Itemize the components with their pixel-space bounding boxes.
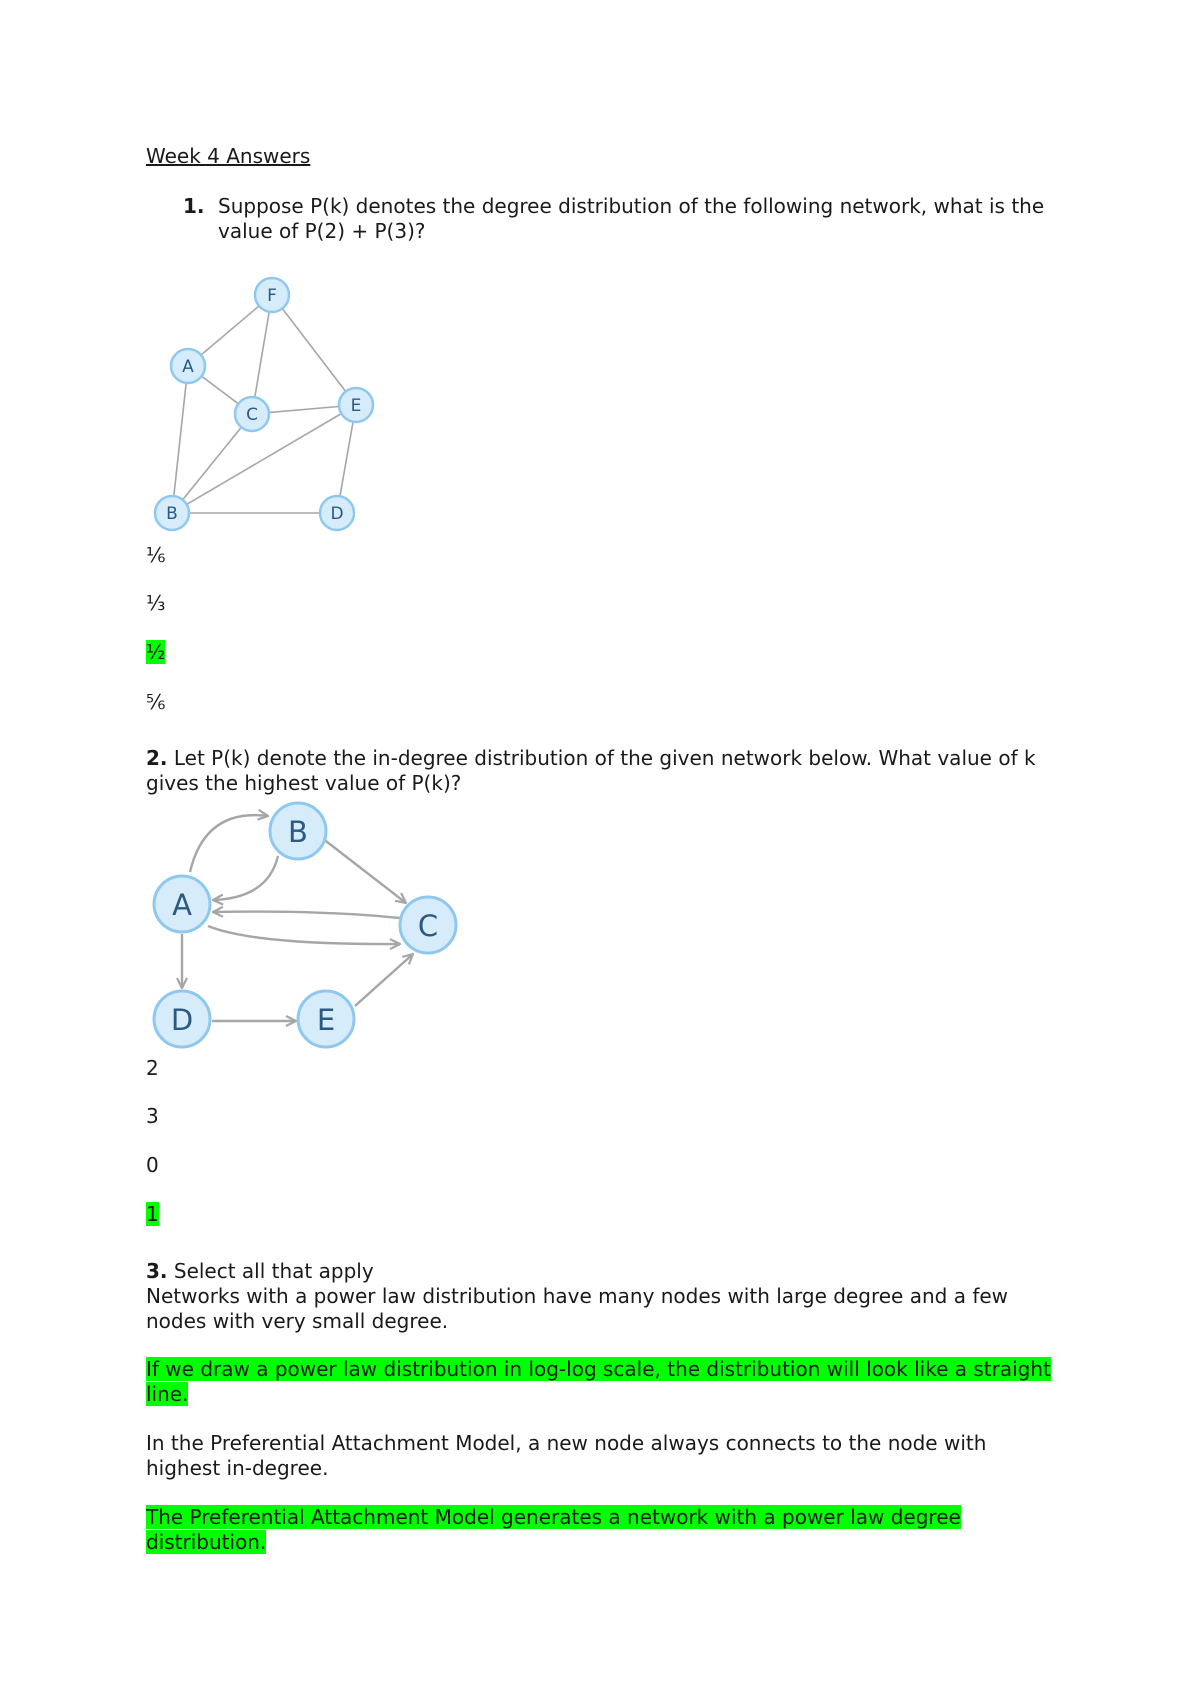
node-label: C xyxy=(417,909,439,943)
node-label: F xyxy=(267,286,277,306)
q2-option-4-correct[interactable]: 1 xyxy=(146,1202,159,1226)
q3-statement-1[interactable]: Networks with a power law distribution have many nodes with large degree and a few nodes with very small degree. xyxy=(146,1284,1009,1333)
q3-statement-4-correct[interactable]: The Preferential Attachment Model generates a network with a power law degree distribution. xyxy=(146,1505,961,1554)
q3-number: 3. xyxy=(146,1259,168,1283)
q2-node-B xyxy=(270,803,326,859)
q1-option-1[interactable]: ⅙ xyxy=(146,543,166,567)
q2-option-1[interactable]: 2 xyxy=(146,1056,159,1080)
q1-option-3-correct[interactable]: ½ xyxy=(146,640,166,664)
q2-node-E xyxy=(298,991,354,1047)
edge-A-C xyxy=(208,926,400,944)
node-label: A xyxy=(182,357,194,377)
q1-text: Suppose P(k) denotes the degree distribution of the following network, what is the value of P(2) + P(3)? xyxy=(218,194,1045,243)
node-label: D xyxy=(170,1003,194,1037)
edge-B-A xyxy=(213,856,278,900)
q2-option-3[interactable]: 0 xyxy=(146,1153,159,1177)
edge-E-C xyxy=(355,954,413,1006)
edge-A-B xyxy=(190,815,268,872)
page-title: Week 4 Answers xyxy=(146,144,311,168)
node-label: E xyxy=(316,1003,336,1037)
node-label: D xyxy=(330,504,344,524)
edge-B-C xyxy=(322,838,406,903)
q2-node-D xyxy=(154,991,210,1047)
node-label: C xyxy=(246,405,258,425)
q2-option-2[interactable]: 3 xyxy=(146,1104,159,1128)
edge-C-A xyxy=(213,912,400,918)
node-label: E xyxy=(350,396,362,416)
node-label: B xyxy=(166,504,178,524)
node-label: B xyxy=(288,815,308,849)
q1-option-2[interactable]: ⅓ xyxy=(146,591,166,615)
q1-option-4[interactable]: ⅚ xyxy=(146,690,166,714)
q1-number: 1. xyxy=(183,194,205,218)
node-label: A xyxy=(172,888,192,922)
q3-text: 3. Select all that apply xyxy=(146,1259,374,1283)
q2-node-A xyxy=(154,876,210,932)
q2-node-C xyxy=(400,897,456,953)
q2-text: 2. Let P(k) denote the in-degree distribution of the given network below. What value of k gives the highest value of P(k)? xyxy=(146,746,1036,795)
q3-statement-2-correct[interactable]: If we draw a power law distribution in log-log scale, the distribution will look like a straight line. xyxy=(146,1357,1051,1406)
q3-statement-3[interactable]: In the Preferential Attachment Model, a new node always connects to the node with highest in-degree. xyxy=(146,1431,987,1480)
q2-number: 2. xyxy=(146,746,168,770)
